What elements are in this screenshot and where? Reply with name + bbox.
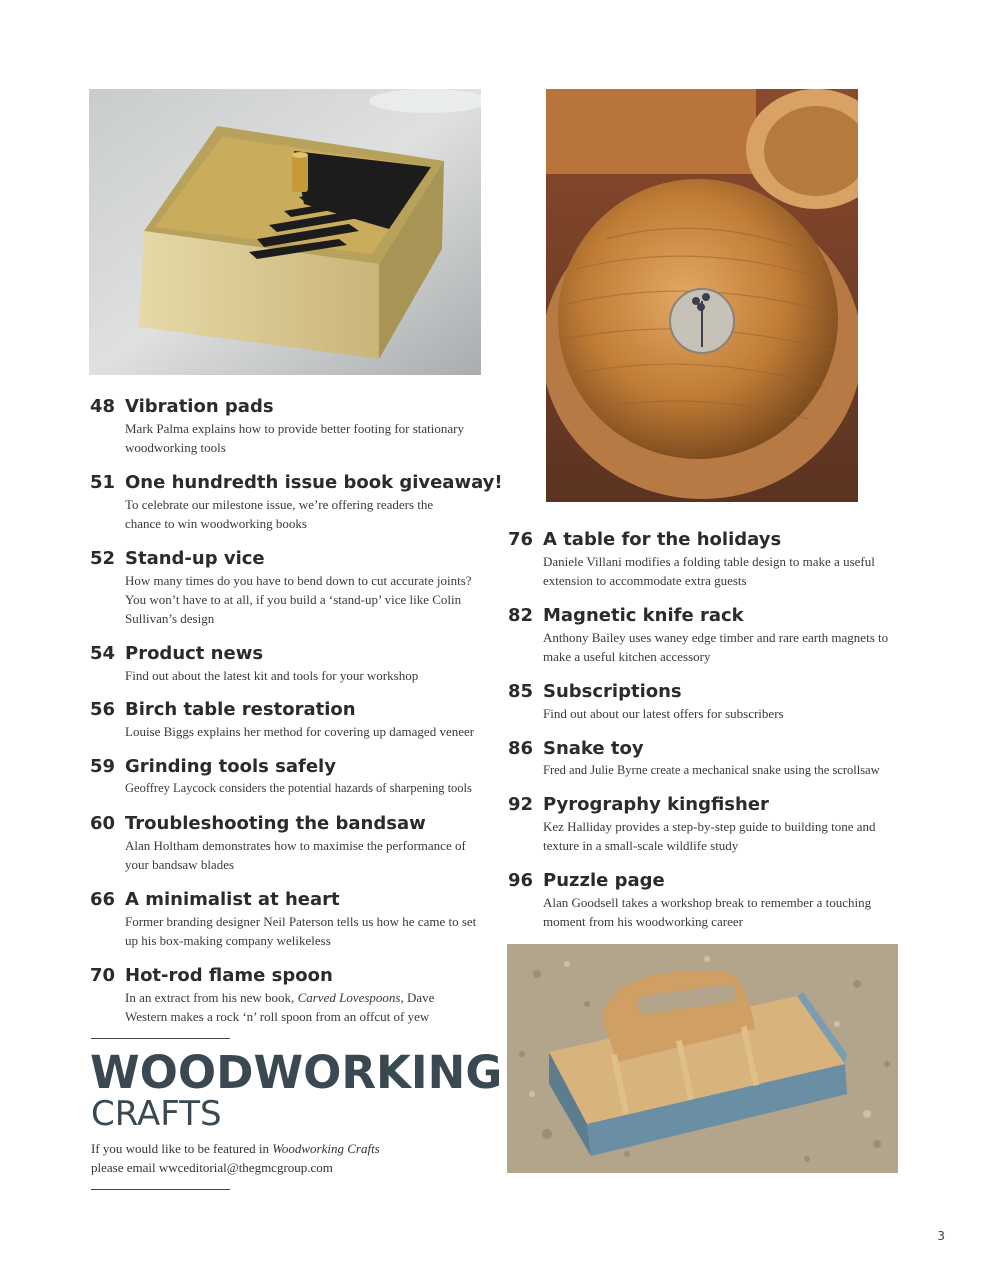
photo-tool-tote [507,944,898,1173]
article-description: Find out about our latest offers for subscribers [543,706,784,721]
contents-entry-86[interactable] [508,738,903,780]
contact-text: If you would like to be featured in [91,1141,273,1156]
contents-entry-96[interactable] [508,870,903,931]
contents-entry-48[interactable] [90,396,490,457]
brand-line-2: CRAFTS [91,1094,222,1134]
article-description [125,988,455,1026]
article-description: Alan Holtham demonstrates how to maximise the performance of your bandsaw blades [125,838,466,872]
contents-entry-59[interactable] [90,756,490,798]
magazine-name: Woodworking Crafts [272,1141,380,1156]
article-title: Grinding tools safely [125,756,336,777]
contents-entry-54[interactable] [90,643,490,685]
divider-top [91,1038,230,1039]
contents-entry-56[interactable] [90,699,490,741]
page-number-label: 52 [90,548,116,569]
contents-entry-60[interactable] [90,813,490,874]
article-description: How many times do you have to bend down to cut accurate joints? You won’t have to at all, if you build a ‘stand-up’ vice like Colin Sullivan’s design [125,573,472,626]
page-number-label: 86 [508,738,534,759]
description-text: In an extract from his new book, [125,990,298,1005]
page-number-label: 60 [90,813,116,834]
contact-note [91,1139,431,1177]
page-number-label: 56 [90,699,116,720]
contents-entry-52[interactable] [90,548,490,628]
folio-page-number: 3 [937,1229,945,1243]
article-description: Anthony Bailey uses waney edge timber and rare earth magnets to make a useful kitchen accessory [543,630,889,664]
page-number-label: 66 [90,889,116,910]
page-number-label: 92 [508,794,534,815]
contents-entry-51[interactable] [90,472,510,533]
page-number-label: 54 [90,643,116,664]
brand-line-1: WOODWORKING [90,1046,503,1099]
contents-entry-70[interactable] [90,965,490,1026]
article-title: Puzzle page [543,870,665,891]
article-description: Geoffrey Laycock considers the potential hazards of sharpening tools [125,781,472,795]
page-number-label: 70 [90,965,116,986]
article-title: Magnetic knife rack [543,605,744,626]
article-description: Find out about the latest kit and tools for your workshop [125,668,419,683]
article-description: Daniele Villani modifies a folding table design to make a useful extension to accommodate extra guests [543,554,875,588]
contents-entry-92[interactable] [508,794,903,855]
page-number-label: 85 [508,681,534,702]
contents-entry-76[interactable] [508,529,903,590]
article-description: Alan Goodsell takes a workshop break to remember a touching moment from his woodworking career [543,895,872,929]
page-number-label: 48 [90,396,116,417]
article-description: Kez Halliday provides a step-by-step guide to building tone and texture in a small-scale wildlife study [543,819,876,853]
article-title: Troubleshooting the bandsaw [125,813,426,834]
page-number-label: 96 [508,870,534,891]
article-title: One hundredth issue book giveaway! [125,472,503,493]
article-description: Fred and Julie Byrne create a mechanical snake using the scrollsaw [543,763,880,777]
photo-wooden-bowl [546,89,858,502]
article-description: To celebrate our milestone issue, we’re offering readers the chance to win woodworking books [125,497,434,531]
article-description: Mark Palma explains how to provide better footing for stationary woodworking tools [125,421,465,455]
article-title: Stand-up vice [125,548,265,569]
article-title: Subscriptions [543,681,682,702]
contents-entry-82[interactable] [508,605,903,666]
article-title: Hot-rod flame spoon [125,965,333,986]
photo-minimalist-box [89,89,481,375]
divider-bottom [91,1189,230,1190]
page-number-label: 76 [508,529,534,550]
article-title: Pyrography kingfisher [543,794,769,815]
contact-email-text: please email wwceditorial@thegmcgroup.com [91,1160,333,1175]
article-description: Former branding designer Neil Paterson tells us how he came to set up his box-making company welikeless [125,914,477,948]
contents-entry-66[interactable] [90,889,490,950]
article-description: Louise Biggs explains her method for covering up damaged veneer [125,724,475,739]
page-number-label: 82 [508,605,534,626]
article-title: A table for the holidays [543,529,782,550]
contents-entry-85[interactable] [508,681,903,723]
page-number-label: 51 [90,472,116,493]
description-text: , Dave Western makes a rock ‘n’ roll spoon from an offcut of yew [125,990,435,1024]
article-title: Birch table restoration [125,699,356,720]
article-title: Product news [125,643,264,664]
book-title: Carved Lovespoons [297,990,401,1005]
article-title: Vibration pads [125,396,274,417]
article-title: Snake toy [543,738,644,759]
article-title: A minimalist at heart [125,889,340,910]
page-number-label: 59 [90,756,116,777]
